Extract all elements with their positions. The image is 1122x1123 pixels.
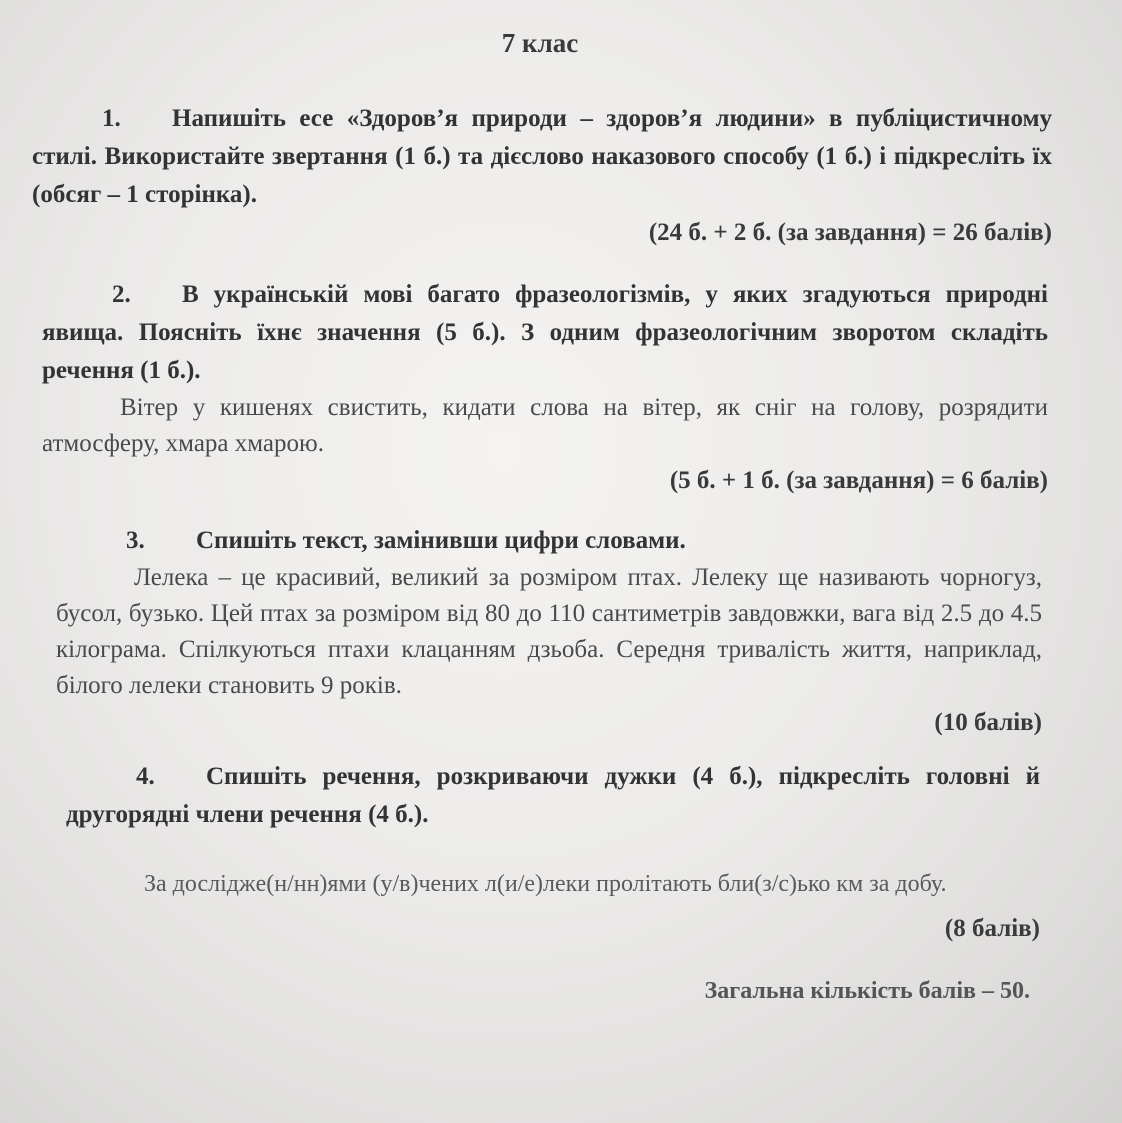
task-body: Лелека – це красивий, великий за розміром птах. Лелеку ще називають чорногуз, бусол, бузько. Цей птах за розміром від 80 до 110 сантиметрів завдовжки, вага від 2.5 до 4.5 кілограма. Спілкуються птахи клацанням дзьоба. Середня тривалість життя, наприклад, білого лелеки становить 9 років.	[56, 564, 1042, 699]
task-heading	[42, 276, 1048, 390]
task-body: За досліджe(н/нн)ями (у/в)чених л(и/е)леки пролітають бли(з/с)ько км за добу.	[144, 871, 947, 897]
task-score: (5 б. + 1 б. (за завдання) = 6 балів)	[669, 467, 1048, 494]
task-number: 3.	[126, 527, 145, 554]
task-2	[42, 276, 1048, 500]
task-score: (10 балів)	[934, 709, 1042, 736]
task-score: (24 б. + 2 б. (за завдання) = 26 балів)	[648, 219, 1052, 246]
task-3	[56, 522, 1042, 742]
task-heading-text: Спишіть речення, розкриваючи дужки (4 б.), підкресліть головні й другорядні члени речення (4 б.).	[66, 763, 1040, 828]
task-number: 2.	[112, 281, 131, 308]
task-heading	[66, 758, 1040, 834]
task-body: Вітер у кишенях свистить, кидати слова на вітер, як сніг на голову, розрядити атмосферу, хмара хмарою.	[42, 394, 1048, 457]
task-heading	[32, 100, 1052, 214]
task-1	[32, 100, 1052, 252]
task-number: 1.	[102, 105, 121, 132]
task-4	[66, 758, 1040, 948]
total-points: Загальна кількість балів – 50.	[704, 978, 1030, 1004]
task-score: (8 балів)	[944, 915, 1040, 942]
task-heading-text: Напишіть есе «Здоров’я природи – здоров’я людини» в публіцистичному стилі. Використайте звертання (1 б.) та дієслово наказового способу (1 б.) і підкресліть їх (обсяг – 1 сторінка).	[32, 105, 1052, 208]
document-title: 7 клас	[501, 28, 579, 58]
task-heading-text: Спишіть текст, замінивши цифри словами.	[196, 527, 686, 554]
task-heading	[56, 522, 1042, 560]
task-heading-text: В українській мові багато фразеологізмів, у яких згадуються природні явища. Поясніть їхнє значення (5 б.). З одним фразеологічним зворотом складіть речення (1 б.).	[42, 281, 1048, 384]
task-number: 4.	[136, 763, 155, 790]
